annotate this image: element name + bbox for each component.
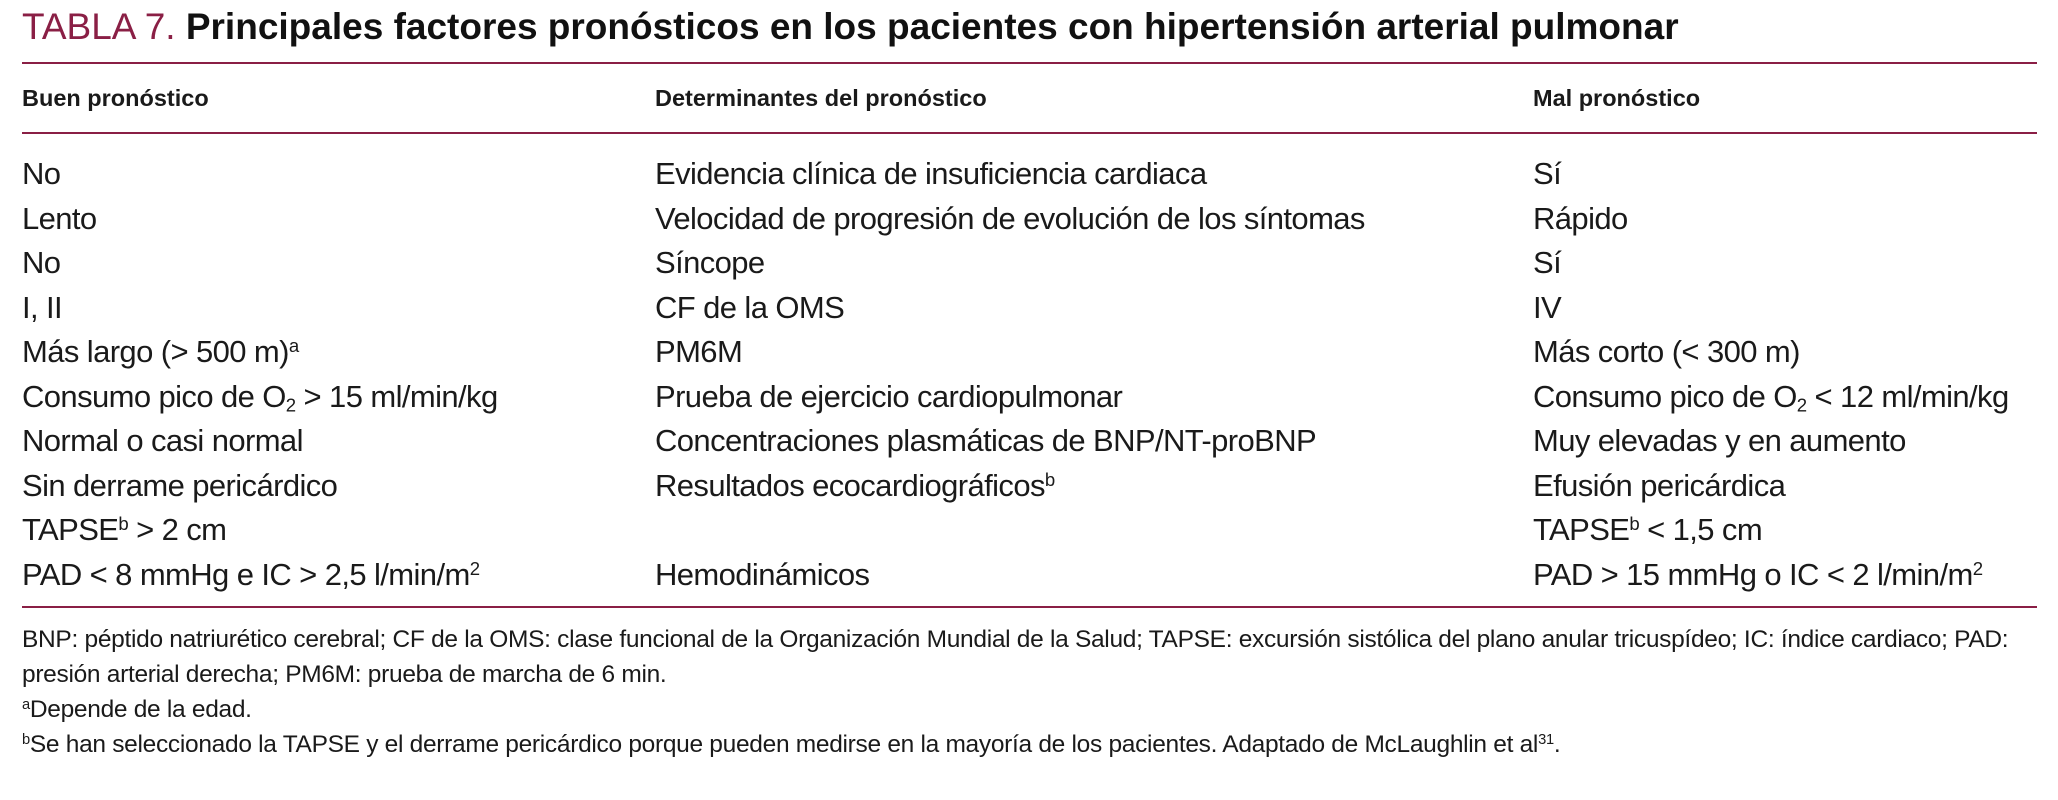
header-good-prognosis: Buen pronóstico [22,85,209,111]
cell-text: Consumo pico de O [1533,378,1797,414]
cell-text: PAD > 15 mmHg o IC < 2 l/min/m [1533,556,1973,592]
table-cell [22,553,498,598]
superscript: 2 [469,557,480,579]
table-cell: I, II [22,289,63,325]
table-footnotes [22,622,2042,762]
header-rule [22,132,2037,134]
table-cell [22,508,498,553]
table-cell: Rápido [1533,200,1628,236]
footnote-text: Se han seleccionado la TAPSE y el derrame pericárdico porque pueden medirse en la mayoría de los pacientes. Adaptado de McLaughlin et al [29,731,1539,758]
table-cell: CF de la OMS [655,289,845,325]
footnote-a [22,692,2042,727]
table-cell [1533,375,2009,420]
table-cell: Prueba de ejercicio cardiopulmonar [655,378,1123,414]
table-cell: No [22,156,61,191]
table-cell [655,508,1365,553]
subscript: 2 [1796,394,1807,416]
table-caption: Principales factores pronósticos en los pacientes con hipertensión arterial pulmonar [185,6,1679,47]
column-good-prognosis [22,152,498,597]
table-cell [1533,508,2009,553]
table-cell: Lento [22,200,97,236]
table-cell: Efusión pericárdica [1533,467,1786,503]
table-cell: Más corto (< 300 m) [1533,334,1800,369]
cell-text: TAPSE [22,512,119,547]
top-rule [22,62,2037,64]
footnote-marker: b [1629,512,1640,534]
footnote-marker: a [22,696,30,713]
cell-text: < 12 ml/min/kg [1806,378,2009,414]
cell-text: PAD < 8 mmHg e IC > 2,5 l/min/m [22,556,470,592]
header-determinants: Determinantes del pronóstico [655,85,987,111]
footnote-end: . [1553,731,1561,758]
table-cell: Síncope [655,245,765,280]
header-bad-prognosis: Mal pronóstico [1533,85,1701,111]
bottom-rule [22,606,2037,608]
superscript: 2 [1972,557,1983,579]
cell-text: > 2 cm [128,512,227,547]
column-determinants [655,152,1365,597]
subscript: 2 [285,394,296,416]
cell-text: < 1,5 cm [1639,512,1763,547]
footnote-marker: b [22,731,30,748]
cell-text: Consumo pico de O [22,378,286,414]
table-cell [22,330,498,375]
table-cell: Concentraciones plasmáticas de BNP/NT-proBNP [655,423,1317,458]
table-label: TABLA 7. [22,6,176,47]
table-cell: Normal o casi normal [22,423,303,458]
table-cell: Sí [1533,245,1562,280]
footnote-marker: a [288,334,299,356]
reference-marker: 31 [1538,731,1554,748]
table-title [22,2,1679,52]
table-cell: PM6M [655,334,743,369]
table-cell: Sin derrame pericárdico [22,467,338,503]
footnote-text: Depende de la edad. [29,696,252,723]
footnote-b [22,727,2042,762]
footnote-marker: b [1044,468,1055,490]
table-cell: Sí [1533,156,1562,191]
column-bad-prognosis [1533,152,2009,597]
cell-text: Más largo (> 500 m) [22,334,289,369]
table-cell: Hemodinámicos [655,556,870,592]
table-cell [1533,553,2009,598]
table-cell: No [22,245,61,280]
footnote-marker: b [118,512,129,534]
cell-text: Resultados ecocardiográficos [655,467,1045,503]
cell-text: > 15 ml/min/kg [295,378,498,414]
table-cell [22,375,498,420]
table-cell: Muy elevadas y en aumento [1533,423,1906,458]
cell-text: TAPSE [1533,512,1630,547]
table-cell: IV [1533,289,1562,325]
table-cell: Evidencia clínica de insuficiencia cardiaca [655,156,1207,191]
table-cell: Velocidad de progresión de evolución de los síntomas [655,200,1365,236]
abbreviations-note: BNP: péptido natriurético cerebral; CF de la OMS: clase funcional de la Organización Mundial de la Salud; TAPSE: excursión sistólica del plano anular tricuspídeo; IC: índice cardiaco; PAD: presión arterial derecha; PM6M: prueba de marcha de 6 min. [22,626,2009,688]
table-cell [655,464,1365,509]
